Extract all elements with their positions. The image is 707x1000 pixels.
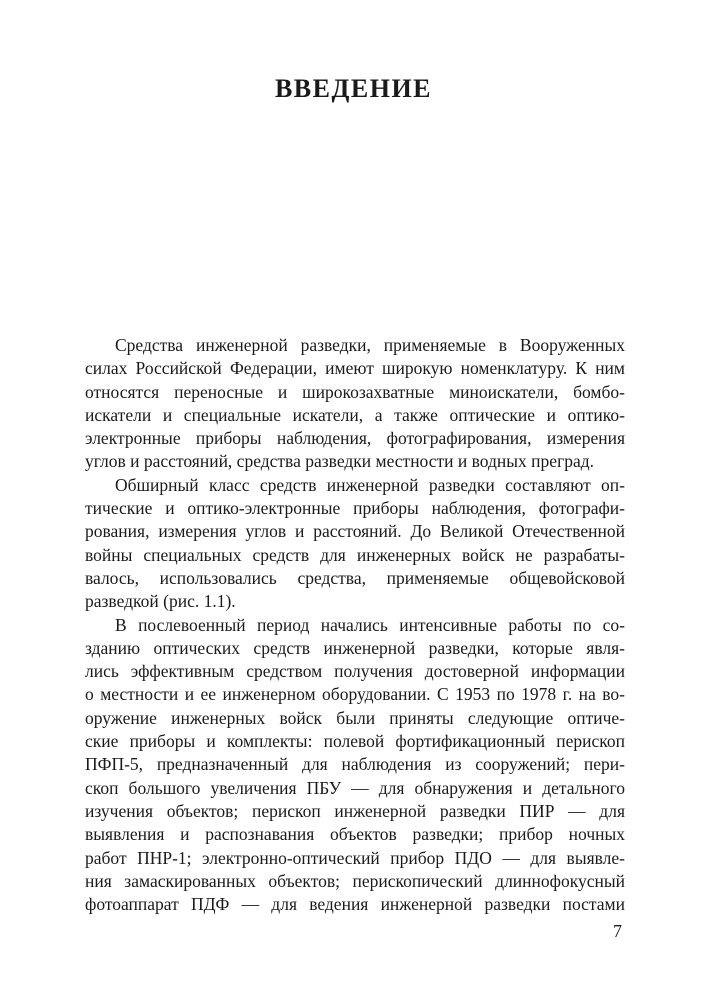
paragraph-2-line-4: войны специальных средств для инженерных войск не разрабаты- <box>85 544 625 565</box>
paragraph-3-line-4: о местности и ее инженерном оборудовании. С 1953 по 1978 г. на во- <box>85 684 625 705</box>
paragraph-1-line-5: электронные приборы наблюдения, фотографирования, измерения <box>85 428 625 449</box>
paragraph-3-line-1: В послевоенный период начались интенсивные работы по со- <box>115 614 625 635</box>
paragraph-1-line-2: силах Российской Федерации, имеют широкую номенклатуру. К ним <box>85 358 625 379</box>
paragraph-1-line-6: углов и расстояний, средства разведки местности и водных преград. <box>85 451 595 472</box>
paragraph-2-line-5: валось, использовались средства, применяемые общевойсковой <box>85 567 625 588</box>
paragraph-3-line-5: оружение инженерных войск были приняты следующие оптиче- <box>85 707 625 728</box>
page-number: 7 <box>613 921 622 941</box>
paragraph-3-line-11: работ ПНР-1; электронно-оптический прибор ПДО — для выявле- <box>85 847 625 868</box>
paragraph-3-line-10: выявления и распознавания объектов разведки; прибор ночных <box>85 824 625 845</box>
paragraph-2-line-6: разведкой (рис. 1.1). <box>85 591 236 612</box>
paragraph-3-line-7: ПФП-5, предназначенный для наблюдения из сооружений; пери- <box>85 754 625 775</box>
page-title: ВВЕДЕНИЕ <box>274 74 433 103</box>
paragraph-3-line-9: изучения объектов; перископ инженерной разведки ПИР — для <box>85 800 625 821</box>
body-text <box>85 334 625 916</box>
paragraph-3-line-2: зданию оптических средств инженерной разведки, которые явля- <box>85 637 625 658</box>
paragraph-3-line-13: фотоаппарат ПДФ — для ведения инженерной разведки постами <box>85 894 625 915</box>
paragraph-2-line-2: тические и оптико-электронные приборы наблюдения, фотографи- <box>85 498 625 519</box>
paragraph-1-line-3: относятся переносные и широкозахватные миноискатели, бомбо- <box>85 381 625 402</box>
paragraph-1-line-4: искатели и специальные искатели, а также оптические и оптико- <box>85 404 625 425</box>
paragraph-3-line-6: ские приборы и комплекты: полевой фортификационный перископ <box>85 731 625 752</box>
paragraph-2-line-1: Обширный класс средств инженерной разведки составляют оп- <box>115 474 625 495</box>
paragraph-3-line-3: лись эффективным средством получения достоверной информации <box>85 661 625 682</box>
paragraph-3-line-8: скоп большого увеличения ПБУ — для обнаружения и детального <box>85 777 625 798</box>
paragraph-1-line-1: Средства инженерной разведки, применяемые в Вооруженных <box>115 335 625 355</box>
paragraph-2-line-3: рования, измерения углов и расстояний. До Великой Отечественной <box>85 521 625 542</box>
paragraph-3-line-12: ния замаскированных объектов; перископический длиннофокусный <box>85 870 625 891</box>
